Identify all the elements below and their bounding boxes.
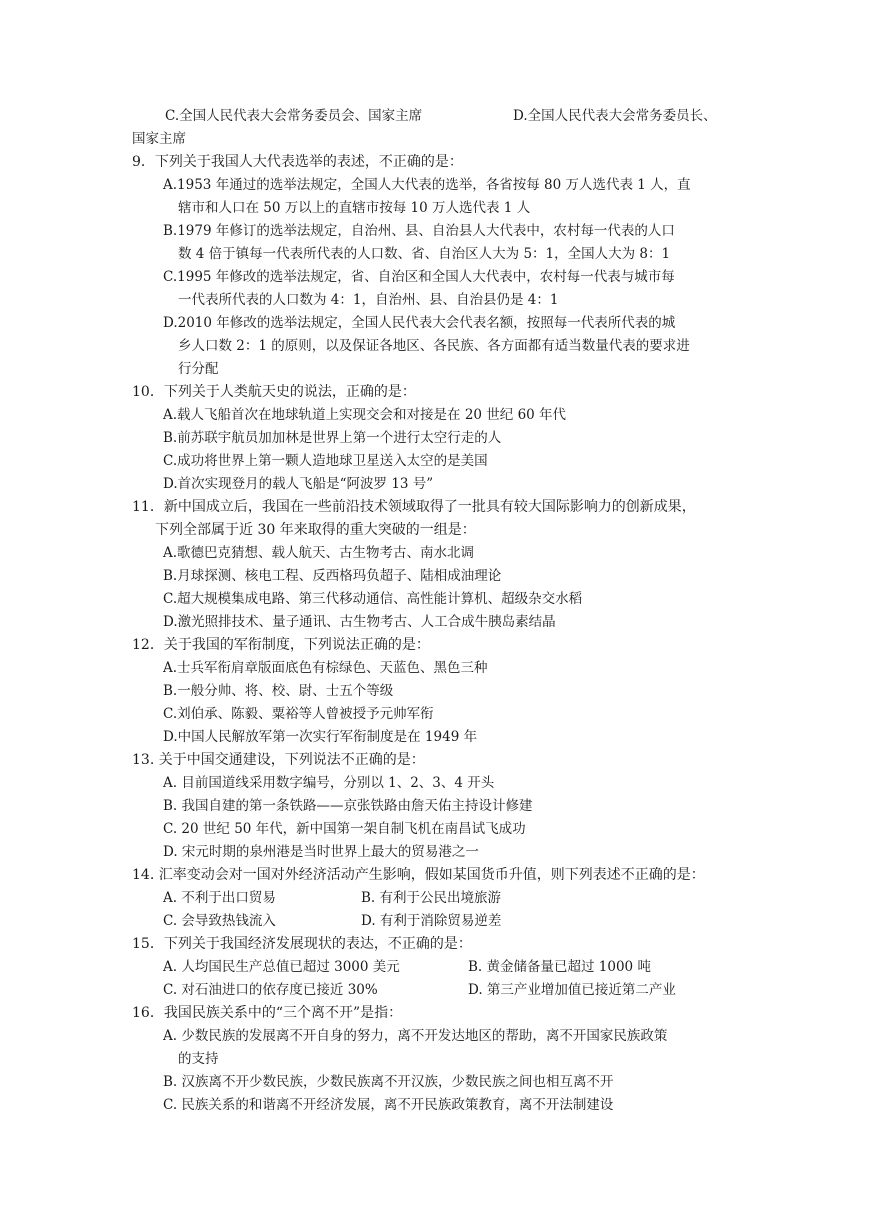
q10-option-c: C.成功将世界上第一颗人造地球卫星送入太空的是美国 — [163, 453, 488, 469]
q9-stem: 9．下列关于我国人大代表选举的表述，不正确的是： — [132, 154, 463, 170]
q15-option-a: A. 人均国民生产总值已超过 3000 美元 — [163, 959, 400, 975]
q12-option-a: A.士兵军衔肩章版面底色有棕绿色、天蓝色、黑色三种 — [163, 660, 488, 676]
q9-option-c: C.1995 年修改的选举法规定，省、自治区和全国人大代表中，农村每一代表与城市每 — [163, 269, 675, 285]
q12-stem: 12．关于我国的军衔制度，下列说法正确的是： — [132, 637, 430, 653]
q15-stem: 15．下列关于我国经济发展现状的表达，不正确的是： — [132, 936, 472, 952]
q11-option-d: D.激光照排技术、量子通讯、古生物考古、人工合成牛胰岛素结晶 — [163, 614, 556, 630]
q10-stem: 10．下列关于人类航天史的说法，正确的是： — [132, 384, 416, 400]
q12-option-c: C.刘伯承、陈毅、粟裕等人曾被授予元帅军衔 — [163, 706, 434, 722]
q11-stem-cont: 下列全部属于近 30 年来取得的重大突破的一组是： — [155, 522, 476, 538]
q13-option-a: A. 目前国道线采用数字编号，分别以 1、2、3、4 开头 — [163, 775, 495, 791]
q12-option-d: D.中国人民解放军第一次实行军衔制度是在 1949 年 — [163, 729, 478, 745]
q10-option-a: A.载人飞船首次在地球轨道上实现交会和对接是在 20 世纪 60 年代 — [163, 407, 567, 423]
q9-option-b-cont: 数 4 倍于镇每一代表所代表的人口数、省、自治区人大为 5：1，全国人大为 8：1 — [178, 246, 671, 262]
q10-option-b: B.前苏联宇航员加加林是世界上第一个进行太空行走的人 — [163, 430, 502, 446]
q16-option-a-cont: 的支持 — [178, 1051, 219, 1067]
q16-option-a: A. 少数民族的发展离不开自身的努力，离不开发达地区的帮助，离不开国家民族政策 — [163, 1028, 668, 1044]
q9-option-d: D.2010 年修改的选举法规定，全国人民代表大会代表名额，按照每一代表所代表的城 — [163, 315, 676, 331]
q14-option-b: B. 有利于公民出境旅游 — [361, 890, 502, 906]
q11-option-c: C.超大规模集成电路、第三代移动通信、高性能计算机、超级杂交水稻 — [163, 591, 583, 607]
q13-option-d: D. 宋元时期的泉州港是当时世界上最大的贸易港之一 — [163, 844, 479, 860]
q8-option-c: C.全国人民代表大会常务委员会、国家主席 — [165, 108, 423, 124]
q14-option-d: D. 有利于消除贸易逆差 — [361, 913, 502, 929]
q12-option-b: B.一般分帅、将、校、尉、士五个等级 — [163, 683, 394, 699]
q16-stem: 16．我国民族关系中的“三个离不开”是指： — [132, 1005, 403, 1021]
q14-stem: 14. 汇率变动会对一国对外经济活动产生影响，假如某国货币升值，则下列表述不正确的是： — [132, 867, 705, 883]
q15-option-d: D. 第三产业增加值已接近第二产业 — [468, 982, 676, 998]
q9-option-c-cont: 一代表所代表的人口数为 4：1，自治州、县、自治县仍是 4：1 — [178, 292, 559, 308]
q16-option-b: B. 汉族离不开少数民族，少数民族离不开汉族，少数民族之间也相互离不开 — [163, 1074, 614, 1090]
q11-stem: 11．新中国成立后，我国在一些前沿技术领域取得了一批具有较大国际影响力的创新成果， — [132, 499, 696, 515]
q16-option-c: C. 民族关系的和谐离不开经济发展，离不开民族政策教育，离不开法制建设 — [163, 1097, 614, 1113]
q11-option-a: A.歌德巴克猜想、载人航天、古生物考古、南水北调 — [163, 545, 475, 561]
q13-option-b: B. 我国自建的第一条铁路——京张铁路由詹天佑主持设计修建 — [163, 798, 533, 814]
q9-option-d-cont: 乡人口数 2：1 的原则，以及保证各地区、各民族、各方面都有适当数量代表的要求进 — [178, 338, 690, 354]
q11-option-b: B.月球探测、核电工程、反西格玛负超子、陆相成油理论 — [163, 568, 502, 584]
q9-option-d-cont2: 行分配 — [178, 361, 219, 377]
q9-option-a-cont: 辖市和人口在 50 万以上的直辖市按每 10 万人选代表 1 人 — [178, 200, 531, 216]
q13-stem: 13. 关于中国交通建设，下列说法不正确的是： — [132, 752, 425, 768]
q9-option-a: A.1953 年通过的选举法规定，全国人大代表的选举，各省按每 80 万人选代表 1 人，直 — [163, 177, 691, 193]
q14-option-a: A. 不利于出口贸易 — [163, 890, 276, 906]
q13-option-c: C. 20 世纪 50 年代，新中国第一架自制飞机在南昌试飞成功 — [163, 821, 526, 837]
q8-option-d: D.全国人民代表大会常务委员长、 — [513, 108, 717, 124]
q15-option-c: C. 对石油进口的依存度已接近 30% — [163, 982, 378, 998]
q10-option-d: D.首次实现登月的载人飞船是“阿波罗 13 号” — [163, 476, 434, 492]
q8-option-d-cont: 国家主席 — [132, 131, 186, 147]
q9-option-b: B.1979 年修订的选举法规定，自治州、县、自治县人大代表中，农村每一代表的人口 — [163, 223, 675, 239]
q15-option-b: B. 黄金储备量已超过 1000 吨 — [468, 959, 651, 975]
q14-option-c: C. 会导致热钱流入 — [163, 913, 276, 929]
